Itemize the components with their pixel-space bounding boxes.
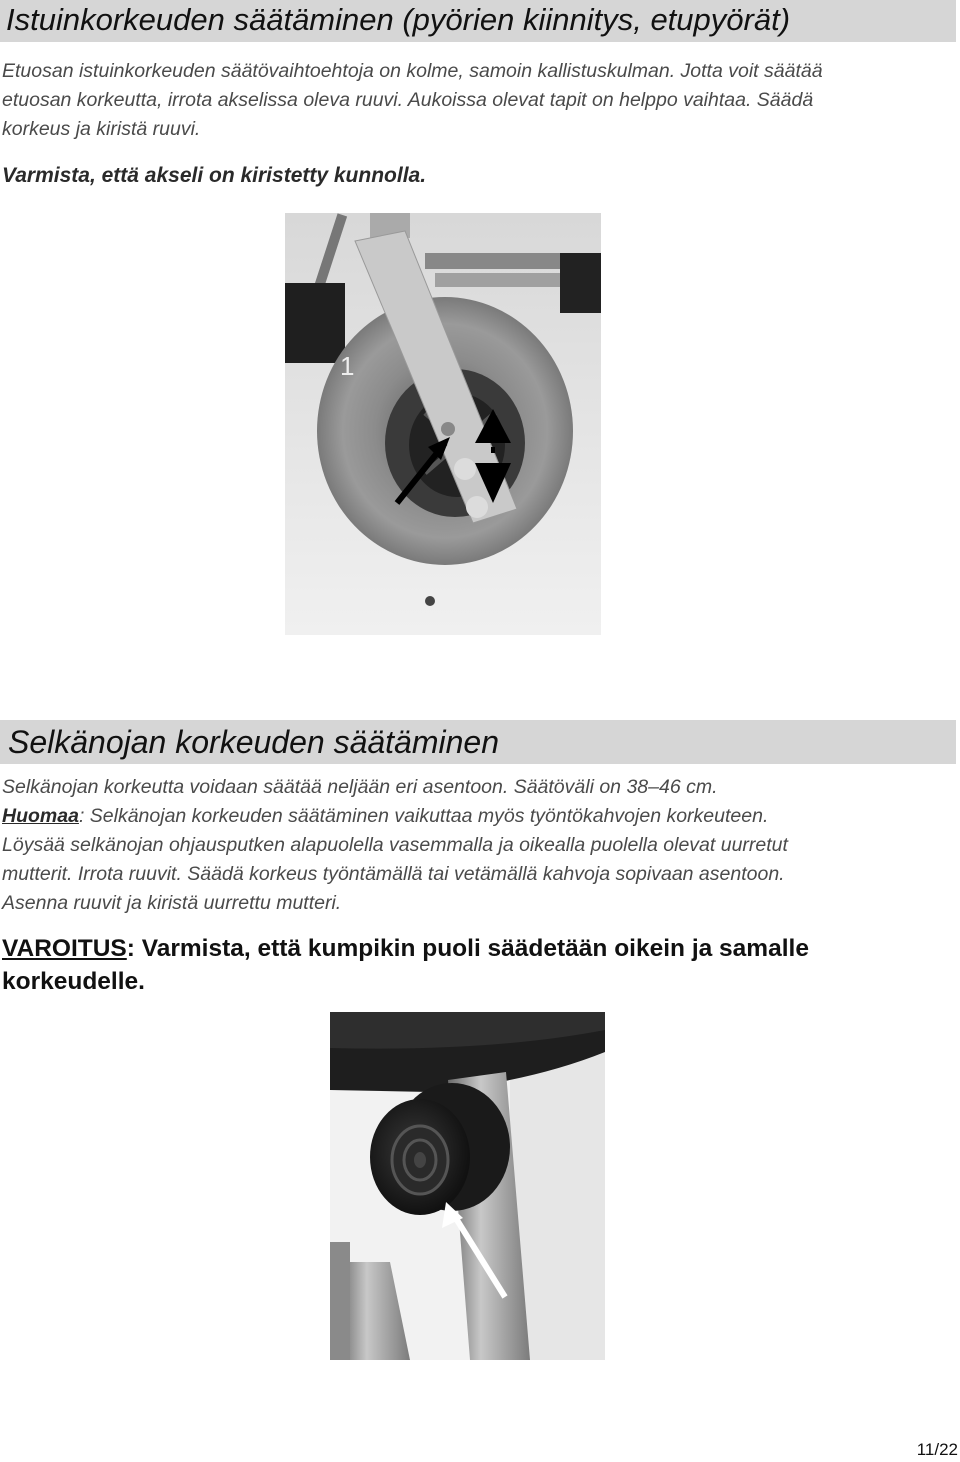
paragraph-line: korkeus ja kiristä ruuvi. — [2, 118, 201, 140]
backrest-nut-photo — [330, 1012, 605, 1360]
paragraph-line: Etuosan istuinkorkeuden säätövaihtoehtoja on kolme, samoin kallistuskulman. Jotta voit säätää — [2, 60, 823, 82]
warning-label: VAROITUS — [2, 935, 127, 962]
section-heading-seat-height: Istuinkorkeuden säätäminen (pyörien kiinnitys, etupyörät) — [0, 0, 956, 42]
paragraph-line: Asenna ruuvit ja kiristä uurrettu mutteri. — [2, 892, 342, 914]
paragraph-line: Löysää selkänojan ohjausputken alapuolella vasemmalla ja oikealla puolella olevat uurretut — [2, 834, 788, 856]
note-text: : Selkänojan korkeuden säätäminen vaikuttaa myös työntökahvojen korkeuteen. — [78, 805, 769, 827]
warning-text: : Varmista, että kumpikin puoli säädetään oikein ja samalle — [126, 935, 809, 962]
paragraph-line: Selkänojan korkeutta voidaan säätää neljään eri asentoon. Säätöväli on 38–46 cm. — [2, 776, 718, 798]
backrest-warning — [2, 932, 952, 965]
section-heading-backrest-height: Selkänojan korkeuden säätäminen — [0, 720, 956, 764]
axle-warning: Varmista, että akseli on kiristetty kunnolla. — [2, 164, 427, 187]
page-number: 11/22 — [916, 1440, 958, 1459]
note-line — [2, 801, 954, 831]
photo-label-1: 1 — [340, 351, 355, 381]
caster-wheel-photo — [285, 213, 601, 635]
note-label: Huomaa — [2, 805, 79, 827]
backrest-warning-cont: korkeudelle. — [2, 968, 145, 995]
paragraph-line: etuosan korkeutta, irrota akselissa oleva ruuvi. Aukoissa olevat tapit on helppo vaihtaa. Säädä — [2, 89, 814, 111]
paragraph-line: mutterit. Irrota ruuvit. Säädä korkeus työntämällä tai vetämällä kahvoja sopivaan asentoon. — [2, 863, 785, 885]
